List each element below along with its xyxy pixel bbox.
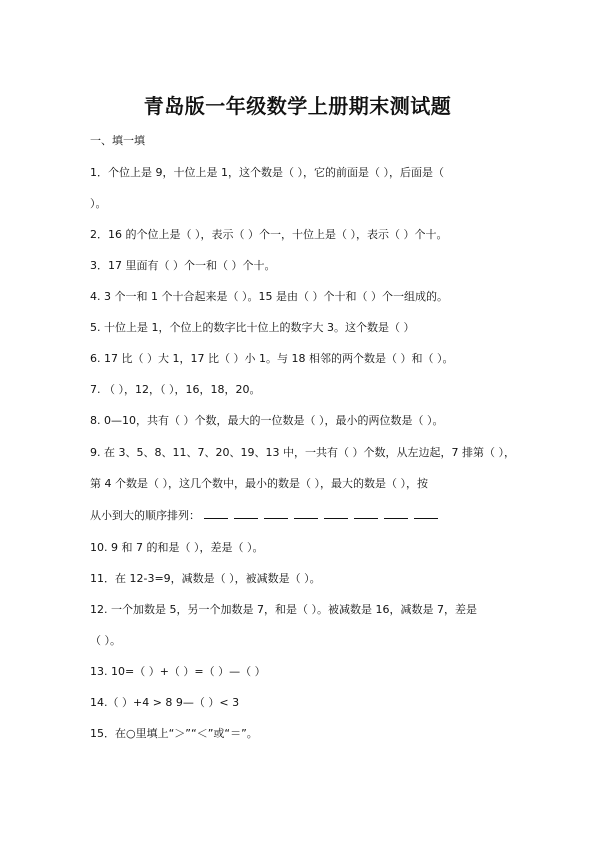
question-line: 第 4 个数是（ ），这几个数中，最小的数是（ ），最大的数是（ ），按 [90,477,428,490]
question-line [90,508,444,523]
question-line: 8. 0—10，共有（ ）个数，最大的一位数是（ ），最小的两位数是（ ）。 [90,414,444,427]
answer-blank[interactable] [294,508,318,519]
answer-blanks [204,508,444,523]
question-line: 5. 十位上是 1，个位上的数字比十位上的数字大 3。这个数是（ ） [90,321,415,334]
question-line: 7. （ ），12，（ ），16，18，20。 [90,383,261,396]
question-line: 4. 3 个一和 1 个十合起来是（ ）。15 是由（ ）个十和（ ）个一组成的。 [90,290,448,303]
answer-blank[interactable] [264,508,288,519]
answer-blank[interactable] [384,508,408,519]
question-line: 13. 10=（ ）+（ ）=（ ）—（ ） [90,665,266,678]
question-line: 2．16 的个位上是（ ），表示（ ）个一，十位上是（ ），表示（ ）个十。 [90,228,448,241]
answer-blank[interactable] [414,508,438,519]
answer-blank[interactable] [354,508,378,519]
question-line: （ ）。 [90,634,121,647]
ordering-prompt: 从小到大的顺序排列： [90,509,200,522]
question-line: ）。 [90,197,107,210]
answer-blank[interactable] [234,508,258,519]
question-line: 12. 一个加数是 5，另一个加数是 7，和是（ ）。被减数是 16，减数是 7，差是 [90,603,477,616]
question-line: 15．在○里填上“＞”“＜”或“＝”。 [90,727,258,740]
question-line: 6. 17 比（ ）大 1，17 比（ ）小 1。与 18 相邻的两个数是（ ）和（ ）。 [90,352,454,365]
question-line: 10. 9 和 7 的和是（ ），差是（ ）。 [90,541,264,554]
question-line: 9. 在 3、5、8、11、7、20、19、13 中，一共有（ ）个数，从左边起，7 排第（ ）， [90,446,515,459]
question-line: 1．个位上是 9，十位上是 1，这个数是（ ），它的前面是（ ），后面是（ [90,166,444,179]
section-heading: 一、填一填 [90,134,145,147]
document-title: 青岛版一年级数学上册期末测试题 [143,94,452,118]
question-line: 11．在 12-3=9，减数是（ ），被减数是（ ）。 [90,572,321,585]
answer-blank[interactable] [204,508,228,519]
question-line: 3．17 里面有（ ）个一和（ ）个十。 [90,259,276,272]
question-line: 14.（ ）+4 > 8 9—（ ）< 3 [90,696,240,709]
answer-blank[interactable] [324,508,348,519]
